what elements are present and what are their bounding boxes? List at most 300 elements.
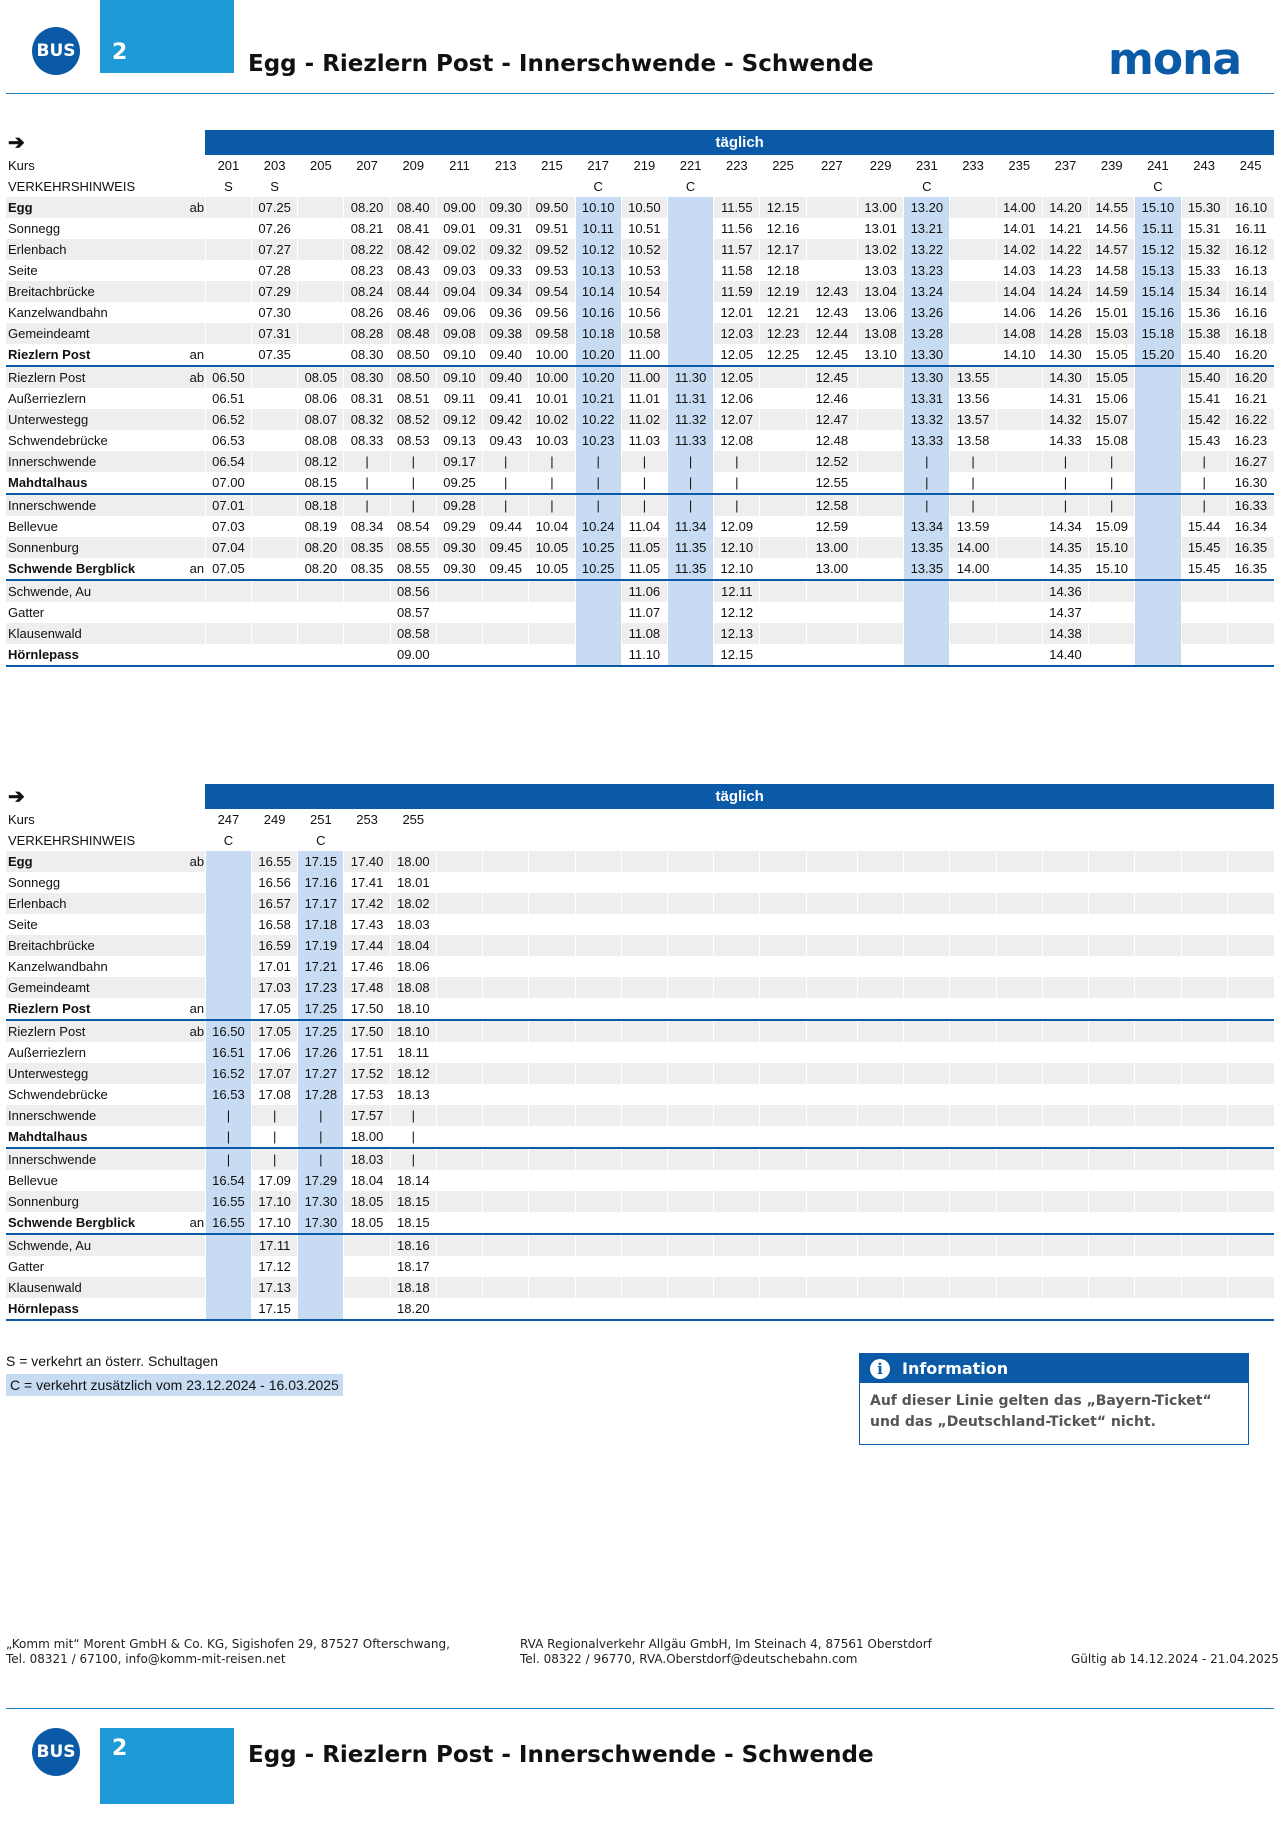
kurs-number: [621, 809, 667, 830]
departure-time: 07.04: [205, 537, 251, 558]
departure-time: 15.01: [1089, 302, 1135, 323]
departure-time: [714, 1256, 760, 1277]
departure-time: 11.32: [668, 409, 714, 430]
departure-time: [529, 623, 575, 644]
stop-name: Mahdtalhaus: [8, 1129, 88, 1144]
departure-time: [436, 1020, 482, 1042]
departure-time: [760, 977, 806, 998]
departure-time: |: [621, 472, 667, 494]
stop-name: Seite: [8, 263, 38, 278]
departure-time: 17.01: [252, 956, 298, 977]
departure-time: 12.19: [760, 281, 806, 302]
departure-time: 11.00: [621, 366, 667, 388]
departure-time: [252, 430, 298, 451]
departure-time: [996, 602, 1042, 623]
departure-time: [668, 935, 714, 956]
departure-time: |: [344, 451, 390, 472]
departure-time: [252, 516, 298, 537]
departure-time: 14.34: [1042, 516, 1088, 537]
departure-time: [904, 956, 950, 977]
departure-time: 15.40: [1181, 366, 1227, 388]
departure-time: 11.57: [714, 239, 760, 260]
spacer-cell: [189, 155, 205, 176]
departure-time: [621, 1191, 667, 1212]
departure-time: [760, 851, 806, 872]
departure-time: [806, 1105, 857, 1126]
departure-time: [1042, 914, 1088, 935]
departure-time: [806, 1170, 857, 1191]
departure-time: [436, 1170, 482, 1191]
kurs-number: 201: [217, 158, 240, 173]
departure-time: [298, 602, 344, 623]
departure-time: [760, 1126, 806, 1148]
departure-time: |: [621, 494, 667, 516]
departure-time: [714, 1191, 760, 1212]
departure-time: [575, 623, 621, 644]
departure-time: [996, 472, 1042, 494]
departure-time: [1042, 1105, 1088, 1126]
company-2-address: [520, 1637, 932, 1667]
kurs-number: 235: [1008, 158, 1031, 173]
departure-time: |: [205, 1105, 251, 1126]
departure-time: [1042, 977, 1088, 998]
departure-time: [806, 851, 857, 872]
departure-time: 17.12: [252, 1256, 298, 1277]
departure-time: [575, 1105, 621, 1126]
departure-time: 09.10: [436, 366, 482, 388]
departure-time: 17.27: [298, 1063, 344, 1084]
departure-time: [668, 914, 714, 935]
departure-time: 15.41: [1181, 388, 1227, 409]
hint-code: S: [270, 179, 279, 194]
departure-time: [858, 998, 904, 1020]
departure-time: 14.24: [1042, 281, 1088, 302]
line-number-bottom: 2: [112, 1736, 128, 1761]
arr-dep-mark: [189, 1234, 205, 1256]
stop-row: [6, 323, 1274, 344]
stop-name: Klausenwald: [6, 623, 189, 644]
departure-time: |: [1181, 472, 1227, 494]
departure-time: [483, 580, 529, 602]
departure-time: 18.18: [390, 1277, 436, 1298]
departure-time: 10.50: [621, 197, 667, 218]
departure-time: [904, 1212, 950, 1234]
departure-time: 16.35: [1227, 537, 1274, 558]
departure-time: 16.21: [1227, 388, 1274, 409]
departure-time: 15.10: [1089, 558, 1135, 580]
departure-time: [904, 893, 950, 914]
departure-time: 09.34: [483, 281, 529, 302]
departure-time: [714, 1084, 760, 1105]
departure-time: [1181, 851, 1227, 872]
departure-time: [1181, 1042, 1227, 1063]
departure-time: 11.35: [668, 558, 714, 580]
kurs-number: 215: [541, 158, 563, 173]
departure-time: 07.30: [252, 302, 298, 323]
stop-row: [6, 851, 1274, 872]
departure-time: 08.43: [390, 260, 436, 281]
hint-code: [714, 830, 760, 851]
departure-time: 09.52: [529, 239, 575, 260]
departure-time: [950, 998, 996, 1020]
departure-time: 11.07: [621, 602, 667, 623]
departure-time: [996, 872, 1042, 893]
info-header: [860, 1354, 1248, 1383]
company-1-address: [6, 1637, 450, 1667]
stop-name: Sonnegg: [8, 221, 61, 236]
departure-time: 12.06: [714, 388, 760, 409]
departure-time: [621, 914, 667, 935]
departure-time: 14.37: [1042, 602, 1088, 623]
departure-time: [621, 1020, 667, 1042]
departure-time: 09.56: [529, 302, 575, 323]
stop-row: [6, 935, 1274, 956]
departure-time: [950, 872, 996, 893]
departure-time: [858, 580, 904, 602]
departure-time: |: [575, 451, 621, 472]
departure-time: [904, 1063, 950, 1084]
departure-time: 14.08: [996, 323, 1042, 344]
kurs-number: 209: [402, 158, 425, 173]
departure-time: 10.24: [575, 516, 621, 537]
departure-time: 14.33: [1042, 430, 1088, 451]
hint-code: [996, 176, 1042, 197]
departure-time: [714, 998, 760, 1020]
departure-time: [668, 260, 714, 281]
departure-time: [1181, 1105, 1227, 1126]
departure-time: [806, 239, 857, 260]
company-2-line-1: RVA Regionalverkehr Allgäu GmbH, Im Steinach 4, 87561 Oberstdorf: [520, 1637, 932, 1651]
stop-row: [6, 218, 1274, 239]
departure-time: [950, 914, 996, 935]
stop-name: Sonnegg: [8, 875, 61, 890]
departure-time: [806, 872, 857, 893]
departure-time: [205, 998, 251, 1020]
departure-time: 18.04: [390, 935, 436, 956]
departure-time: [1042, 1298, 1088, 1320]
departure-time: [760, 1148, 806, 1170]
departure-time: [858, 623, 904, 644]
departure-time: [760, 1298, 806, 1320]
departure-time: [904, 1105, 950, 1126]
departure-time: [1227, 872, 1274, 893]
kurs-label: Kurs: [8, 812, 35, 827]
hint-code: [760, 176, 806, 197]
hint-code: [529, 830, 575, 851]
departure-time: 08.30: [344, 344, 390, 366]
departure-time: [344, 1234, 390, 1256]
departure-time: 10.00: [529, 366, 575, 388]
departure-time: [950, 302, 996, 323]
departure-time: [205, 281, 251, 302]
departure-time: [858, 872, 904, 893]
departure-time: [1227, 1148, 1274, 1170]
departure-time: [996, 366, 1042, 388]
departure-time: [298, 1298, 344, 1320]
departure-time: 12.01: [714, 302, 760, 323]
stop-row: [6, 558, 1274, 580]
departure-time: 11.06: [621, 580, 667, 602]
hint-code: [714, 176, 760, 197]
departure-time: [1135, 872, 1181, 893]
departure-time: 17.06: [252, 1042, 298, 1063]
departure-time: [950, 1191, 996, 1212]
stop-row: [6, 302, 1274, 323]
departure-time: 10.05: [529, 558, 575, 580]
departure-time: [298, 1234, 344, 1256]
departure-time: [1135, 1256, 1181, 1277]
departure-time: [1135, 1234, 1181, 1256]
departure-time: 17.09: [252, 1170, 298, 1191]
departure-time: [904, 1277, 950, 1298]
departure-time: |: [252, 1126, 298, 1148]
hint-label: VERKEHRSHINWEIS: [8, 833, 136, 848]
kurs-number: 223: [725, 158, 748, 173]
departure-time: |: [390, 1148, 436, 1170]
departure-time: [950, 1148, 996, 1170]
departure-time: 14.00: [950, 537, 996, 558]
departure-time: [344, 602, 390, 623]
departure-time: [1135, 1170, 1181, 1191]
hint-code: [621, 176, 667, 197]
departure-time: [760, 388, 806, 409]
departure-time: [714, 1063, 760, 1084]
departure-time: |: [483, 494, 529, 516]
departure-time: [760, 366, 806, 388]
departure-time: |: [950, 472, 996, 494]
departure-time: [714, 956, 760, 977]
arr-dep-mark: an: [189, 1215, 205, 1230]
stop-row: [6, 1063, 1274, 1084]
departure-time: [1089, 1063, 1135, 1084]
departure-time: 17.25: [298, 1020, 344, 1042]
departure-time: [858, 494, 904, 516]
departure-time: 17.29: [298, 1170, 344, 1191]
departure-time: [858, 409, 904, 430]
stop-row: [6, 472, 1274, 494]
departure-time: [714, 1126, 760, 1148]
hint-code: [252, 830, 298, 851]
departure-time: [996, 1234, 1042, 1256]
kurs-row: [6, 155, 1274, 176]
departure-time: [1089, 1170, 1135, 1191]
departure-time: 10.56: [621, 302, 667, 323]
stop-name: Schwende Bergblick: [8, 1215, 136, 1230]
departure-time: 08.19: [298, 516, 344, 537]
departure-time: 16.35: [1227, 558, 1274, 580]
arr-dep-mark: [189, 1298, 205, 1320]
departure-time: 09.03: [436, 260, 482, 281]
arr-dep-mark: [189, 388, 205, 409]
departure-time: [621, 1126, 667, 1148]
hint-code: C: [922, 179, 932, 194]
hint-code: [529, 176, 575, 197]
departure-time: [436, 1191, 482, 1212]
stop-name: Erlenbach: [6, 893, 189, 914]
departure-time: 18.20: [390, 1298, 436, 1320]
departure-time: [529, 1234, 575, 1256]
departure-time: 17.19: [298, 935, 344, 956]
departure-time: [904, 1042, 950, 1063]
departure-time: [668, 1020, 714, 1042]
departure-time: [1089, 602, 1135, 623]
departure-time: 09.17: [436, 451, 482, 472]
departure-time: [668, 977, 714, 998]
departure-time: [1135, 494, 1181, 516]
departure-time: 12.46: [806, 388, 857, 409]
hint-code: [483, 176, 529, 197]
departure-time: [529, 851, 575, 872]
daily-header-row: [6, 784, 1274, 809]
departure-time: 18.10: [390, 1020, 436, 1042]
stop-row: [6, 197, 1274, 218]
departure-time: 17.25: [298, 998, 344, 1020]
stop-name: Bellevue: [8, 519, 58, 534]
departure-time: [950, 644, 996, 666]
departure-time: [950, 623, 996, 644]
hint-code: C: [1153, 179, 1163, 194]
hint-code: [390, 176, 436, 197]
departure-time: 15.08: [1089, 430, 1135, 451]
kurs-number: [1042, 809, 1088, 830]
departure-time: [483, 872, 529, 893]
departure-time: [806, 977, 857, 998]
departure-time: [950, 1042, 996, 1063]
arr-dep-mark: [189, 1170, 205, 1191]
departure-time: [858, 1020, 904, 1042]
departure-time: [252, 494, 298, 516]
departure-time: [904, 1191, 950, 1212]
departure-time: [1181, 1298, 1227, 1320]
line-number-box-bottom: [100, 1728, 234, 1804]
departure-time: [996, 1212, 1042, 1234]
departure-time: [904, 1256, 950, 1277]
departure-time: [1227, 935, 1274, 956]
departure-time: [529, 1020, 575, 1042]
departure-time: [205, 1256, 251, 1277]
arr-dep-mark: [189, 451, 205, 472]
departure-time: 11.03: [621, 430, 667, 451]
departure-time: [1089, 1148, 1135, 1170]
departure-time: [1181, 935, 1227, 956]
departure-time: [806, 893, 857, 914]
departure-time: 10.02: [529, 409, 575, 430]
departure-time: |: [390, 1126, 436, 1148]
stop-row: [6, 1020, 1274, 1042]
departure-time: 15.09: [1089, 516, 1135, 537]
departure-time: [1181, 1148, 1227, 1170]
departure-time: 18.15: [390, 1191, 436, 1212]
departure-time: 08.28: [344, 323, 390, 344]
stop-name: Innerschwende: [6, 451, 189, 472]
spacer-cell: [189, 130, 205, 155]
departure-time: [1135, 914, 1181, 935]
arr-dep-mark: [189, 1063, 205, 1084]
departure-time: [436, 935, 482, 956]
departure-time: [1089, 872, 1135, 893]
departure-time: [621, 1148, 667, 1170]
departure-time: |: [298, 1105, 344, 1126]
departure-time: [858, 935, 904, 956]
kurs-number: 205: [310, 158, 332, 173]
departure-time: 16.55: [252, 851, 298, 872]
stop-name: Gatter: [8, 605, 45, 620]
departure-time: 15.11: [1135, 218, 1181, 239]
departure-time: [1042, 956, 1088, 977]
departure-time: 11.01: [621, 388, 667, 409]
departure-time: [483, 1084, 529, 1105]
departure-time: [714, 851, 760, 872]
info-box: [859, 1353, 1249, 1445]
kurs-number: 211: [449, 158, 470, 173]
departure-time: [1089, 1256, 1135, 1277]
departure-time: [1227, 1126, 1274, 1148]
departure-time: [621, 851, 667, 872]
departure-time: [483, 1148, 529, 1170]
stop-name: Unterwestegg: [6, 1063, 189, 1084]
departure-time: 11.05: [621, 537, 667, 558]
departure-time: [252, 451, 298, 472]
departure-time: 13.35: [904, 558, 950, 580]
departure-time: [1135, 623, 1181, 644]
departure-time: [575, 580, 621, 602]
departure-time: [483, 1191, 529, 1212]
departure-time: [436, 956, 482, 977]
info-icon: i: [870, 1359, 890, 1379]
hint-code: C: [593, 179, 603, 194]
departure-time: [760, 1277, 806, 1298]
kurs-number: [760, 809, 806, 830]
departure-time: 17.50: [344, 998, 390, 1020]
departure-time: 08.12: [298, 451, 344, 472]
departure-time: [668, 1063, 714, 1084]
departure-time: 17.28: [298, 1084, 344, 1105]
departure-time: [858, 1277, 904, 1298]
kurs-number: 233: [962, 158, 984, 173]
departure-time: 18.14: [390, 1170, 436, 1191]
departure-time: [858, 1063, 904, 1084]
departure-time: 07.03: [205, 516, 251, 537]
departure-time: [714, 914, 760, 935]
departure-time: [904, 1298, 950, 1320]
hint-code: [996, 830, 1042, 851]
departure-time: [668, 1170, 714, 1191]
departure-time: [1227, 1084, 1274, 1105]
departure-time: [344, 623, 390, 644]
departure-time: 13.04: [858, 281, 904, 302]
departure-time: [668, 281, 714, 302]
departure-time: |: [668, 451, 714, 472]
departure-time: 14.02: [996, 239, 1042, 260]
departure-time: [483, 1298, 529, 1320]
departure-time: [714, 1212, 760, 1234]
departure-time: 15.18: [1135, 323, 1181, 344]
kurs-number: [858, 809, 904, 830]
departure-time: [483, 1256, 529, 1277]
arr-dep-mark: [189, 1148, 205, 1170]
departure-time: [714, 935, 760, 956]
route-title-bottom: Egg - Riezlern Post - Innerschwende - Schwende: [248, 1742, 874, 1768]
arr-dep-mark: [189, 914, 205, 935]
departure-time: 09.44: [483, 516, 529, 537]
mona-logo: mona: [1108, 34, 1242, 85]
departure-time: [996, 1105, 1042, 1126]
departure-time: 18.06: [390, 956, 436, 977]
departure-time: [806, 1256, 857, 1277]
departure-time: [1089, 1105, 1135, 1126]
departure-time: [1135, 1063, 1181, 1084]
departure-time: [621, 935, 667, 956]
